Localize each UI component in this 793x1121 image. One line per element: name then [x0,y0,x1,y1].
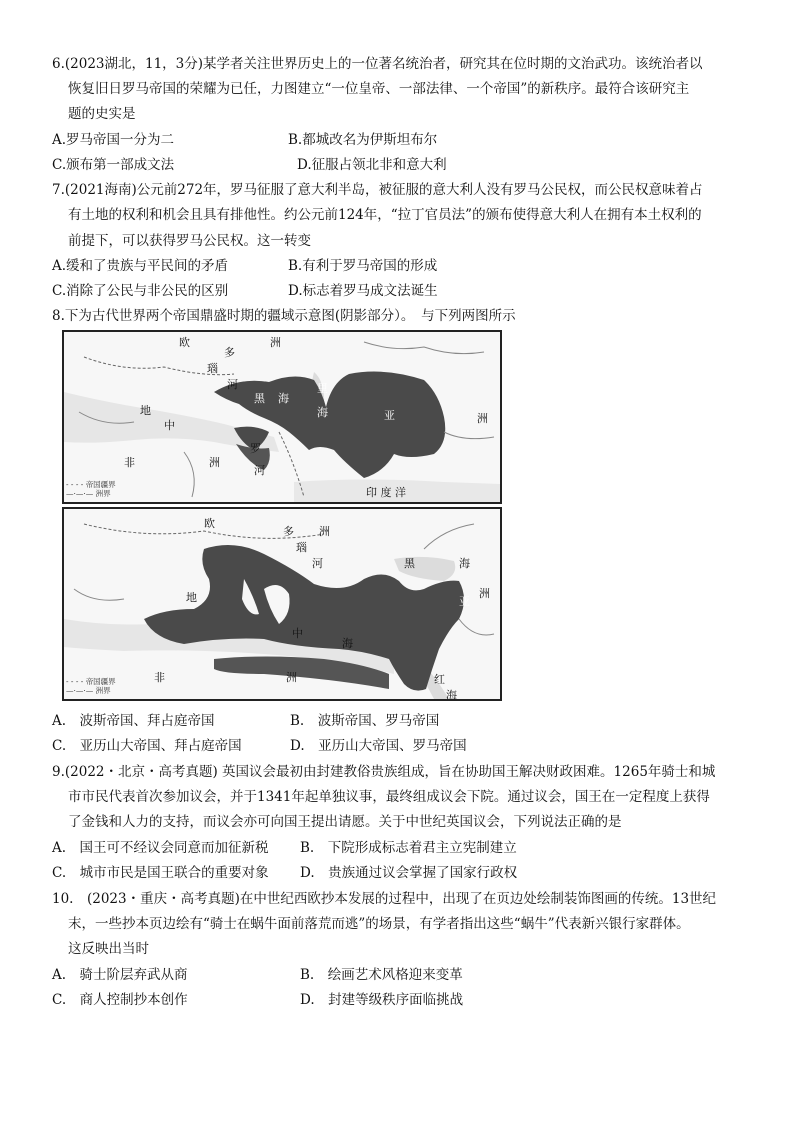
map1-label-he2: 河 [254,464,265,477]
q7-option-d: D.标志着罗马成文法诞生 [288,283,438,299]
q9-stem-line-1: 9.(2022・北京・高考真题) 英国议会最初由封建教俗贵族组成，旨在协助国王解决财政困难。1265年骑士和城 [52,764,716,780]
q10-stem-line-1: 10. (2023・重庆・高考真题)在中世纪西欧抄本发展的过程中，出现了在页边处绘制装饰图画的传统。13世纪 [52,891,717,907]
map1-legend-empire-border: - - - - 帝国疆界 [66,480,116,489]
map1-label-ou: 欧 [179,336,190,349]
map2-label-zhou2: 洲 [479,587,490,600]
q9-stem-line-2: 市市民代表首次参加议会，并于1341年起单独议事，最终组成议会下院。通过议会，国王在一定程度上获得 [68,789,710,805]
map2-label-hai2: 海 [342,637,353,650]
q10-option-b: B. 绘画艺术风格迎来变革 [300,967,463,983]
q8-option-c: C. 亚历山大帝国、拜占庭帝国 [52,738,242,754]
map2-label-he1: 河 [312,557,323,570]
map2-label-hei: 黑 [404,557,415,570]
q6-stem-line-3: 题的史实是 [68,106,136,122]
q6-option-c: C.颁布第一部成文法 [52,157,175,173]
map2-label-ou: 欧 [204,517,215,530]
q7-stem-line-2: 有土地的权利和机会且具有排他性。约公元前124年，“拉丁官员法”的颁布使得意大利人在拥有本土权利的 [68,207,702,223]
map1-label-indian-ocean: 印 度 洋 [366,486,406,499]
map1-label-zhou3: 洲 [209,456,220,469]
map1-label-zhong: 中 [164,419,175,432]
q10-option-a: A. 骑士阶层弃武从商 [52,967,188,983]
map2-legend [66,677,116,695]
q9-option-d: D. 贵族通过议会掌握了国家行政权 [300,865,518,881]
map2-legend-empire-border: - - - - 帝国疆界 [66,677,116,686]
q8-option-d: D. 亚历山大帝国、罗马帝国 [290,738,467,754]
q9-option-a: A. 国王可不经议会同意而加征新税 [52,840,269,856]
map1-label-ya: 亚 [384,409,395,422]
map1-label-li: 里 [317,382,328,395]
map-persian-empire [62,330,502,504]
map2-label-di: 地 [186,591,197,604]
map1-label-luo: 罗 [250,442,261,455]
map2-label-ya: 亚 [459,595,470,608]
q6-stem-line-2: 恢复旧日罗马帝国的荣耀为已任，力图建立“一位皇帝、一部法律、一个帝国”的新秩序。最符合该研究主 [68,81,690,97]
q7-option-b: B.有利于罗马帝国的形成 [288,258,438,274]
q7-option-c: C.消除了公民与非公民的区别 [52,283,229,299]
q6-option-d: D.征服占领北非和意大利 [297,157,447,173]
q10-stem-line-3: 这反映出当时 [68,941,149,957]
map2-label-zhong: 中 [292,627,303,640]
q7-option-a: A.缓和了贵族与平民间的矛盾 [52,258,229,274]
q10-option-c: C. 商人控制抄本创作 [52,992,188,1008]
q7-stem-line-1: 7.(2021海南)公元前272年，罗马征服了意大利半岛，被征服的意大利人没有罗马公民权，而公民权意味着占 [52,182,703,198]
map1-label-nao: 瑙 [207,362,218,375]
map1-label-zhou1: 洲 [270,336,281,349]
map1-label-he1: 河 [227,378,238,391]
q8-stem-line-1: 8.下为古代世界两个帝国鼎盛时期的疆域示意图(阴影部分）。 与下列两图所示 [52,308,516,324]
map1-drawing [64,332,500,502]
map2-label-duo: 多 [283,525,294,538]
map1-legend-continent-border: —·—·— 洲界 [66,489,111,498]
q6-option-a: A.罗马帝国一分为二 [52,132,175,148]
map1-label-fei: 非 [124,456,135,469]
q9-option-b: B. 下院形成标志着君主立宪制建立 [300,840,517,856]
q8-option-a: A. 波斯帝国、拜占庭帝国 [52,713,215,729]
map2-label-zhou3: 洲 [286,671,297,684]
map1-label-di: 地 [140,404,151,417]
q10-stem-line-2: 末，一些抄本页边绘有“骑士在蜗牛面前落荒而逃”的场景，有学者指出这些“蜗牛”代表新兴银行家群体。 [68,916,690,932]
map2-label-zhou1: 洲 [319,525,330,538]
map1-label-hai1: 海 [278,392,289,405]
map2-label-fei: 非 [154,671,165,684]
map1-label-hei: 黑 [254,392,265,405]
map-byzantine-empire [62,507,502,701]
map2-label-hai3: 海 [446,689,457,701]
map2-label-hai1: 海 [459,557,470,570]
q6-stem-line-1: 6.(2023湖北，11，3分)某学者关注世界历史上的一位著名统治者，研究其在位时期的文治武功。该统治者以 [52,56,703,72]
map1-label-zhou2: 洲 [477,412,488,425]
map2-legend-continent-border: —·—·— 洲界 [66,686,111,695]
q10-option-d: D. 封建等级秩序面临挑战 [300,992,464,1008]
map1-label-hai2: 海 [317,406,328,419]
map1-label-duo: 多 [224,346,235,359]
q9-stem-line-3: 了金钱和人力的支持，而议会亦可向国王提出请愿。关于中世纪英国议会，下列说法正确的是 [68,814,622,830]
q9-option-c: C. 城市市民是国王联合的重要对象 [52,865,269,881]
map1-legend [66,480,116,498]
q8-option-b: B. 波斯帝国、罗马帝国 [290,713,440,729]
q7-stem-line-3: 前提下，可以获得罗马公民权。这一转变 [68,233,311,249]
map2-label-hong: 红 [434,673,445,686]
map2-label-nao: 瑙 [296,541,307,554]
q6-option-b: B.都城改名为伊斯坦布尔 [288,132,438,148]
